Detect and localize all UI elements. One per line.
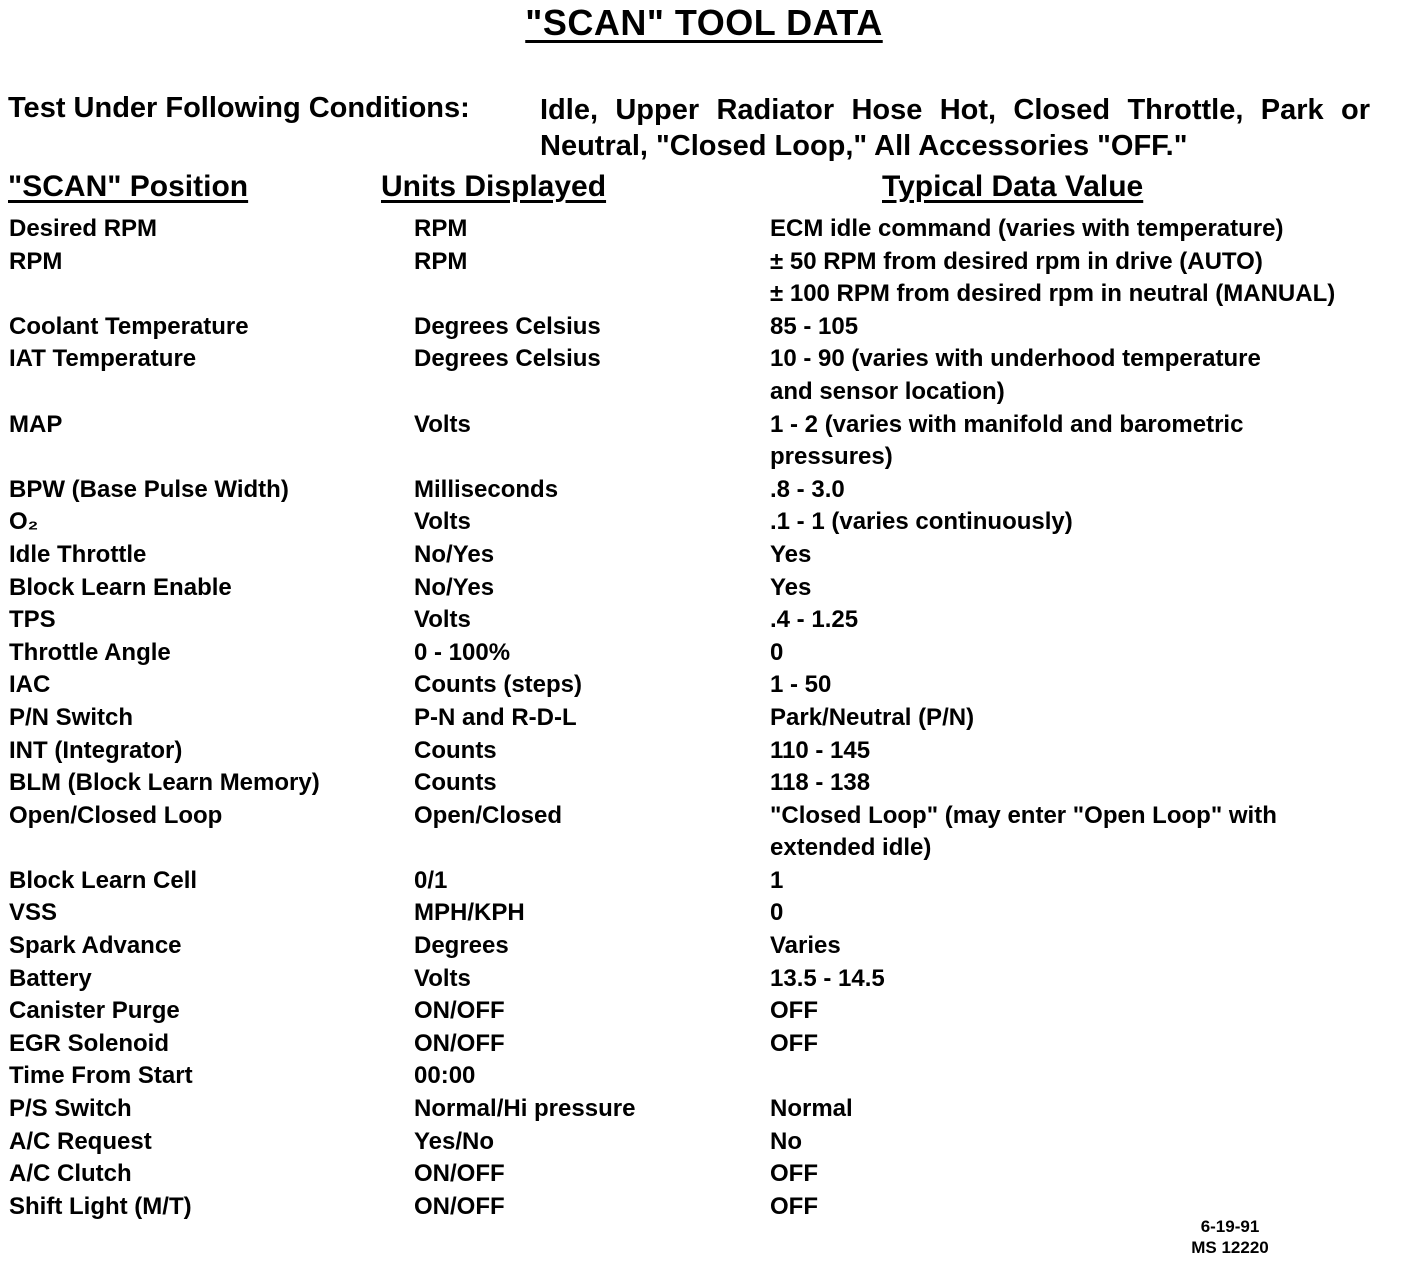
typical-value-line: ± 100 RPM from desired rpm in neutral (MANUAL) [770, 280, 1336, 308]
units-displayed-cell: RPM [414, 215, 468, 242]
table-row [0, 1060, 1408, 1093]
footer-date: 6-19-91 [1200, 1217, 1260, 1236]
typical-value-cell [770, 930, 841, 963]
units-displayed-cell: Open/Closed [414, 801, 563, 829]
typical-value-cell [770, 637, 783, 670]
typical-value-cell [770, 865, 783, 898]
units-displayed-cell: 00:00 [414, 1062, 476, 1090]
scan-position-cell: RPM [9, 247, 63, 275]
scan-data-table [0, 213, 1408, 1223]
typical-value-line: No [770, 1127, 802, 1155]
units-displayed-cell: 0 - 100% [414, 638, 511, 666]
conditions-line-1: Idle, Upper Radiator Hose Hot, Closed Throttle, Park or [540, 94, 1370, 126]
typical-value-cell [770, 409, 1243, 474]
scan-position-cell: Canister Purge [9, 997, 180, 1025]
scan-position-cell: Block Learn Enable [9, 573, 232, 601]
typical-value-line: 1 - 50 [770, 671, 832, 699]
table-row [0, 735, 1408, 768]
table-row [0, 1126, 1408, 1159]
table-row [0, 343, 1408, 408]
typical-value-line: Park/Neutral (P/N) [770, 703, 975, 731]
units-displayed-cell: Counts [414, 769, 497, 797]
typical-value-line: ± 50 RPM from desired rpm in drive (AUTO) [770, 247, 1263, 275]
typical-value-line: 10 - 90 (varies with underhood temperature [770, 345, 1261, 373]
units-displayed-cell: Volts [414, 606, 471, 634]
typical-value-cell [770, 1126, 802, 1159]
scan-position-cell: BLM (Block Learn Memory) [9, 769, 320, 797]
typical-value-cell [770, 800, 1277, 865]
typical-value-cell [770, 963, 885, 996]
scan-position-cell: Coolant Temperature [9, 312, 249, 340]
header-units-displayed: Units Displayed [381, 170, 607, 203]
scan-position-cell: TPS [9, 606, 56, 634]
scan-position-cell: P/N Switch [9, 703, 134, 731]
table-row [0, 246, 1408, 311]
typical-value-cell [770, 669, 831, 702]
units-displayed-cell: Volts [414, 410, 471, 438]
scan-position-cell: EGR Solenoid [9, 1029, 170, 1057]
scan-position-cell: P/S Switch [9, 1095, 132, 1123]
scan-position-cell: Idle Throttle [9, 540, 147, 568]
typical-value-line: 110 - 145 [770, 736, 871, 764]
typical-value-line: .8 - 3.0 [770, 475, 845, 503]
typical-value-line: OFF [770, 1029, 818, 1057]
table-row [0, 213, 1408, 246]
conditions-label: Test Under Following Conditions: [8, 92, 470, 124]
typical-value-line: pressures) [770, 443, 893, 471]
units-displayed-cell: Degrees Celsius [414, 345, 601, 373]
typical-value-line: Yes [770, 540, 812, 568]
table-row [0, 1093, 1408, 1126]
typical-value-cell [770, 539, 811, 572]
scan-position-cell: O₂ [9, 508, 39, 536]
units-displayed-cell: Yes/No [414, 1127, 495, 1155]
units-displayed-cell: ON/OFF [414, 1192, 505, 1220]
units-displayed-cell: RPM [414, 247, 468, 275]
typical-value-cell [770, 474, 845, 507]
scan-position-cell: Desired RPM [9, 215, 158, 242]
typical-value-line: extended idle) [770, 834, 932, 862]
table-row [0, 702, 1408, 735]
units-displayed-cell: Counts [414, 736, 497, 764]
typical-value-cell [770, 702, 974, 735]
units-displayed-cell: No/Yes [414, 573, 495, 601]
scan-position-cell: VSS [9, 899, 58, 927]
header-typical-data-value: Typical Data Value [882, 170, 1144, 203]
typical-value-line: OFF [770, 997, 818, 1025]
table-row [0, 963, 1408, 996]
table-row [0, 572, 1408, 605]
units-displayed-cell: No/Yes [414, 540, 495, 568]
typical-value-line: OFF [770, 1192, 818, 1220]
scan-position-cell: INT (Integrator) [9, 736, 183, 764]
table-row [0, 865, 1408, 898]
page-title: "SCAN" TOOL DATA [525, 2, 883, 43]
units-displayed-cell: Degrees Celsius [414, 312, 601, 340]
typical-value-cell [770, 897, 783, 930]
typical-value-cell [770, 1093, 853, 1126]
typical-value-cell [770, 1191, 818, 1224]
scan-position-cell: A/C Clutch [9, 1160, 132, 1188]
table-row [0, 604, 1408, 637]
units-displayed-cell: Milliseconds [414, 475, 559, 503]
table-row [0, 767, 1408, 800]
scan-position-cell: A/C Request [9, 1127, 152, 1155]
units-displayed-cell: ON/OFF [414, 997, 505, 1025]
typical-value-cell [770, 506, 1073, 539]
table-row [0, 637, 1408, 670]
scan-position-cell: Shift Light (M/T) [9, 1192, 192, 1220]
scan-position-cell: IAC [9, 671, 51, 699]
typical-value-line: 118 - 138 [770, 769, 871, 797]
units-displayed-cell: 0/1 [414, 866, 448, 894]
scan-position-cell: Time From Start [9, 1062, 193, 1090]
typical-value-line: Normal [770, 1095, 853, 1123]
table-row [0, 409, 1408, 474]
typical-value-cell [770, 735, 870, 768]
units-displayed-cell: Normal/Hi pressure [414, 1095, 636, 1123]
table-row [0, 474, 1408, 507]
units-displayed-cell: ON/OFF [414, 1160, 505, 1188]
table-row [0, 1158, 1408, 1191]
typical-value-line: .4 - 1.25 [770, 606, 859, 634]
typical-value-cell [770, 343, 1261, 408]
typical-value-line: and sensor location) [770, 377, 1005, 405]
table-row [0, 1028, 1408, 1061]
scan-position-cell: Battery [9, 964, 92, 992]
scan-position-cell: Throttle Angle [9, 638, 171, 666]
table-row [0, 995, 1408, 1028]
scan-position-cell: MAP [9, 410, 63, 438]
typical-value-cell [770, 995, 818, 1028]
footer-reference [1160, 1216, 1300, 1258]
table-row [0, 539, 1408, 572]
typical-value-cell [770, 604, 858, 637]
conditions-text [540, 92, 1370, 164]
typical-value-line: 1 - 2 (varies with manifold and barometric [770, 410, 1244, 438]
units-displayed-cell: Volts [414, 508, 471, 536]
typical-value-cell [770, 572, 811, 605]
typical-value-line: "Closed Loop" (may enter "Open Loop" with [770, 801, 1277, 829]
footer-code: MS 12220 [1191, 1238, 1269, 1257]
typical-value-cell [770, 246, 1335, 311]
typical-value-line: 0 [770, 899, 784, 927]
typical-value-cell [770, 1158, 818, 1191]
units-displayed-cell: ON/OFF [414, 1029, 505, 1057]
typical-value-line: Varies [770, 932, 841, 960]
table-row [0, 311, 1408, 344]
typical-value-line: Yes [770, 573, 812, 601]
typical-value-line: OFF [770, 1160, 818, 1188]
units-displayed-cell: Volts [414, 964, 471, 992]
typical-value-cell [770, 1028, 818, 1061]
conditions-line-2: Neutral, "Closed Loop," All Accessories "OFF." [540, 130, 1188, 162]
typical-value-cell [770, 311, 858, 344]
units-displayed-cell: MPH/KPH [414, 899, 525, 927]
scan-position-cell: Block Learn Cell [9, 866, 198, 894]
scan-position-cell: BPW (Base Pulse Width) [9, 475, 289, 503]
units-displayed-cell: P-N and R-D-L [414, 703, 577, 731]
scan-position-cell: Spark Advance [9, 932, 182, 960]
table-row [0, 930, 1408, 963]
typical-value-line: 85 - 105 [770, 312, 859, 340]
table-row [0, 800, 1408, 865]
table-row [0, 897, 1408, 930]
units-displayed-cell: Counts (steps) [414, 671, 582, 699]
header-scan-position: "SCAN" Position [8, 170, 249, 203]
table-row [0, 669, 1408, 702]
table-row [0, 506, 1408, 539]
typical-value-line: .1 - 1 (varies continuously) [770, 508, 1073, 536]
scan-position-cell: IAT Temperature [9, 345, 197, 373]
typical-value-line: 0 [770, 638, 784, 666]
typical-value-cell [770, 767, 870, 800]
typical-value-line: 1 [770, 866, 784, 894]
typical-value-cell [770, 213, 1283, 246]
typical-value-line: 13.5 - 14.5 [770, 964, 885, 992]
typical-value-line: ECM idle command (varies with temperature) [770, 215, 1284, 242]
units-displayed-cell: Degrees [414, 932, 509, 960]
scan-position-cell: Open/Closed Loop [9, 801, 223, 829]
